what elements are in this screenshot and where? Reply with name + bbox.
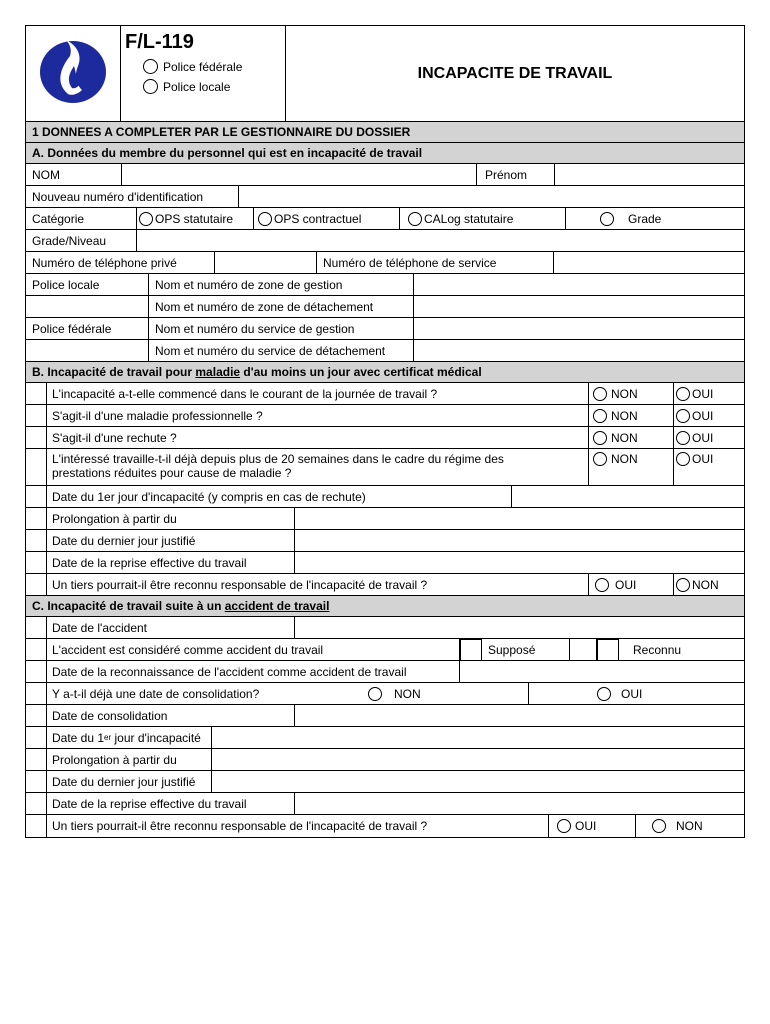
option-police-federale[interactable]: [143, 59, 242, 74]
form-code-cell: [121, 26, 286, 121]
option-b-third-oui[interactable]: [588, 574, 673, 595]
option-c-consolidation-non[interactable]: [356, 683, 528, 704]
radio-c-consolidation-oui[interactable]: [597, 687, 611, 701]
option-b4-oui[interactable]: [673, 449, 744, 485]
input-service-detachement[interactable]: [413, 340, 744, 361]
text-oui: OUI: [692, 430, 714, 445]
checkbox-reconnu[interactable]: [597, 639, 619, 661]
label-b-third-party: Un tiers pourrait-il être reconnu responsable de l'incapacité de travail ?: [52, 577, 428, 592]
input-service-gestion[interactable]: [413, 318, 744, 339]
option-b1-oui[interactable]: [673, 383, 744, 404]
checkbox-suppose[interactable]: [460, 639, 482, 661]
section-b-header: [26, 362, 744, 383]
label-c-accident-date: Date de l'accident: [52, 620, 148, 635]
text-oui: OUI: [621, 686, 643, 701]
text-non: NON: [676, 819, 703, 833]
text-oui: OUI: [692, 386, 714, 401]
text-ops-contractuel: OPS contractuel: [274, 211, 362, 226]
input-c-resumption[interactable]: [294, 793, 744, 814]
input-b-prolongation[interactable]: [294, 508, 744, 529]
row-b-q1: [26, 383, 744, 405]
text-oui: OUI: [615, 577, 637, 592]
row-c-last-day: [26, 771, 744, 793]
section-c-indent-line: [46, 617, 47, 837]
label-phone-service: Numéro de téléphone de service: [316, 252, 553, 273]
police-flame-logo: [26, 26, 121, 121]
row-c-consolidation-date: [26, 705, 744, 727]
blank-cell: [569, 639, 596, 660]
label-c-resumption: Date de la reprise effective du travail: [52, 796, 247, 811]
form-header: [26, 26, 744, 122]
row-service-detachement: [26, 340, 744, 362]
option-b-third-non[interactable]: [673, 574, 744, 595]
section-b-title-post: d'au moins un jour avec certificat médical: [240, 365, 482, 379]
label-c-recognition-date: Date de la reconnaissance de l'accident comme accident de travail: [52, 664, 407, 679]
radio-grade[interactable]: [600, 212, 614, 226]
input-phone-private[interactable]: [214, 252, 316, 273]
option-b2-oui[interactable]: [673, 405, 744, 426]
label-c-consolidation-date: Date de consolidation: [52, 708, 168, 723]
text-non: NON: [611, 386, 638, 401]
input-c-consolidation-date[interactable]: [294, 705, 744, 726]
input-c-first-day[interactable]: [211, 727, 744, 748]
form-title: INCAPACITE DE TRAVAIL: [417, 64, 613, 82]
radio-b-third-non[interactable]: [676, 578, 690, 592]
text-grade: Grade: [628, 211, 662, 226]
input-nom[interactable]: [121, 164, 476, 185]
text-ops-statutaire: OPS statutaire: [155, 211, 234, 226]
input-b-resumption[interactable]: [294, 552, 744, 573]
text-c-first-day-sup: er: [104, 733, 112, 742]
option-c-third-oui[interactable]: [548, 815, 635, 837]
row-service-gestion: [26, 318, 744, 340]
option-c-third-non[interactable]: [635, 815, 744, 837]
row-zone-gestion: [26, 274, 744, 296]
input-c-prolongation[interactable]: [211, 749, 744, 770]
input-c-accident-date[interactable]: [294, 617, 744, 638]
section-b-indent-line: [46, 383, 47, 596]
question-b1: L'incapacité a-t-elle commencé dans le courant de la journée de travail ?: [52, 386, 438, 401]
row-b-prolongation: [26, 508, 744, 530]
option-c-suppose[interactable]: [459, 639, 569, 660]
label-c-last-day: Date du dernier jour justifié: [52, 774, 196, 789]
row-b-last-day: [26, 530, 744, 552]
radio-police-federale[interactable]: [143, 59, 158, 74]
label-c-first-day: [46, 727, 211, 748]
question-b2: S'agit-il d'une maladie professionnelle ?: [52, 408, 263, 423]
label-prenom: Prénom: [476, 164, 554, 185]
text-oui: OUI: [692, 452, 714, 466]
text-non: NON: [611, 408, 638, 423]
section-c-header: [26, 596, 744, 617]
text-oui: OUI: [575, 819, 597, 833]
blank-cell: [26, 340, 148, 361]
row-c-third-party: [26, 815, 744, 837]
label-new-id: Nouveau numéro d'identification: [32, 189, 204, 204]
radio-c-consolidation-non[interactable]: [368, 687, 382, 701]
label-b-last-day: Date du dernier jour justifié: [52, 533, 196, 548]
section-b-title-pre: B. Incapacité de travail pour: [32, 365, 196, 379]
row-c-resumption: [26, 793, 744, 815]
radio-c-third-non[interactable]: [652, 819, 666, 833]
radio-b2-non[interactable]: [593, 409, 607, 423]
row-grade-level: [26, 230, 744, 252]
label-c-prolongation: Prolongation à partir du: [52, 752, 177, 767]
option-c-consolidation-oui[interactable]: [528, 683, 744, 704]
question-b4: L'intéressé travaille-t-il déjà depuis plus de 20 semaines dans le cadre du régime des prestations réduites pour cause de maladie ?: [52, 452, 504, 480]
radio-b3-non[interactable]: [593, 431, 607, 445]
radio-b-third-oui[interactable]: [595, 578, 609, 592]
text-c-first-day-pre: Date du 1: [52, 730, 105, 745]
row-b-q2: [26, 405, 744, 427]
label-category: Catégorie: [32, 211, 85, 226]
row-b-resumption: [26, 552, 744, 574]
section-c-title-underlined: accident de travail: [224, 599, 330, 613]
blank-cell: [26, 296, 148, 317]
radio-b1-non[interactable]: [593, 387, 607, 401]
text-non: NON: [611, 430, 638, 445]
row-nom: [26, 164, 744, 186]
row-c-considered: [26, 639, 744, 661]
label-b-resumption: Date de la reprise effective du travail: [52, 555, 247, 570]
label-b-prolongation: Prolongation à partir du: [52, 511, 177, 526]
question-b3: S'agit-il d'une rechute ?: [52, 430, 177, 445]
text-non: NON: [394, 686, 421, 701]
input-grade-level[interactable]: [136, 230, 744, 251]
option-b3-non[interactable]: [588, 427, 673, 448]
label-c-consolidation-q: Y a-t-il déjà une date de consolidation?: [52, 686, 260, 701]
text-reconnu: Reconnu: [633, 642, 682, 657]
row-phones: [26, 252, 744, 274]
input-c-last-day[interactable]: [211, 771, 744, 792]
option-b3-oui[interactable]: [673, 427, 744, 448]
input-phone-service[interactable]: [553, 252, 744, 273]
row-b-q4: [26, 449, 744, 486]
input-prenom[interactable]: [554, 164, 744, 185]
radio-c-third-oui[interactable]: [557, 819, 571, 833]
row-c-accident-date: [26, 617, 744, 639]
row-c-prolongation: [26, 749, 744, 771]
label-c-third-party: Un tiers pourrait-il être reconnu responsable de l'incapacité de travail ?: [52, 819, 428, 833]
row-zone-detachement: [26, 296, 744, 318]
text-oui: OUI: [692, 408, 714, 423]
option-b1-non[interactable]: [588, 383, 673, 404]
row-category: [26, 208, 744, 230]
label-police-locale: Police locale: [32, 277, 100, 292]
input-zone-gestion[interactable]: [413, 274, 744, 295]
text-non: NON: [692, 577, 719, 592]
radio-police-locale[interactable]: [143, 79, 158, 94]
radio-b3-oui[interactable]: [676, 431, 690, 445]
input-b-first-day[interactable]: [511, 486, 744, 507]
option-ops-contractuel[interactable]: [253, 208, 399, 229]
row-b-third-party: [26, 574, 744, 596]
label-police-federale: Police fédérale: [32, 321, 112, 336]
option-b4-non[interactable]: [588, 449, 673, 485]
label-service-detachement: Nom et numéro du service de détachement: [148, 340, 413, 361]
label-zone-gestion: Nom et numéro de zone de gestion: [148, 274, 413, 295]
label-b-first-day: Date du 1er jour d'incapacité (y compris en cas de rechute): [52, 489, 366, 504]
text-non: NON: [611, 452, 638, 466]
label-police-locale: Police locale: [163, 79, 231, 94]
option-ops-statutaire[interactable]: [136, 208, 253, 229]
form-f-l-119: [25, 25, 745, 838]
radio-b4-non[interactable]: [593, 452, 607, 466]
label-nom: NOM: [32, 167, 60, 182]
radio-b1-oui[interactable]: [676, 387, 690, 401]
text-c-first-day-post: jour d'incapacité: [111, 730, 201, 745]
row-new-id: [26, 186, 744, 208]
option-c-reconnu[interactable]: [596, 639, 744, 660]
label-zone-detachement: Nom et numéro de zone de détachement: [148, 296, 413, 317]
radio-ops-statutaire[interactable]: [139, 212, 153, 226]
radio-ops-contractuel[interactable]: [258, 212, 272, 226]
option-b2-non[interactable]: [588, 405, 673, 426]
row-c-recognition-date: [26, 661, 744, 683]
logo-cell: [26, 26, 121, 121]
form-code: F/L-119: [125, 31, 194, 53]
label-service-gestion: Nom et numéro du service de gestion: [148, 318, 413, 339]
row-c-first-day: [26, 727, 744, 749]
row-b-first-day: [26, 486, 744, 508]
radio-calog-statutaire[interactable]: [408, 212, 422, 226]
row-c-consolidation-q: [26, 683, 744, 705]
text-calog-statutaire: CALog statutaire: [424, 211, 514, 226]
section-c-title-pre: C. Incapacité de travail suite à un: [32, 599, 225, 613]
radio-b2-oui[interactable]: [676, 409, 690, 423]
input-c-recognition-date[interactable]: [459, 661, 744, 682]
option-police-locale[interactable]: [143, 79, 230, 94]
section-1-header: 1 DONNEES A COMPLETER PAR LE GESTIONNAIRE DU DOSSIER: [26, 122, 744, 143]
input-zone-detachement[interactable]: [413, 296, 744, 317]
radio-b4-oui[interactable]: [676, 452, 690, 466]
label-grade-level: Grade/Niveau: [32, 233, 107, 248]
input-b-last-day[interactable]: [294, 530, 744, 551]
section-b-title-underlined: maladie: [195, 365, 241, 379]
label-police-federale: Police fédérale: [163, 59, 243, 74]
input-new-id[interactable]: [238, 186, 744, 207]
text-suppose: Supposé: [488, 642, 536, 657]
option-calog-statutaire[interactable]: [399, 208, 565, 229]
label-phone-private: Numéro de téléphone privé: [32, 255, 177, 270]
row-b-q3: [26, 427, 744, 449]
section-a-header: A. Données du membre du personnel qui est en incapacité de travail: [26, 143, 744, 164]
option-grade[interactable]: [565, 208, 744, 229]
label-c-considered: L'accident est considéré comme accident du travail: [52, 642, 324, 657]
